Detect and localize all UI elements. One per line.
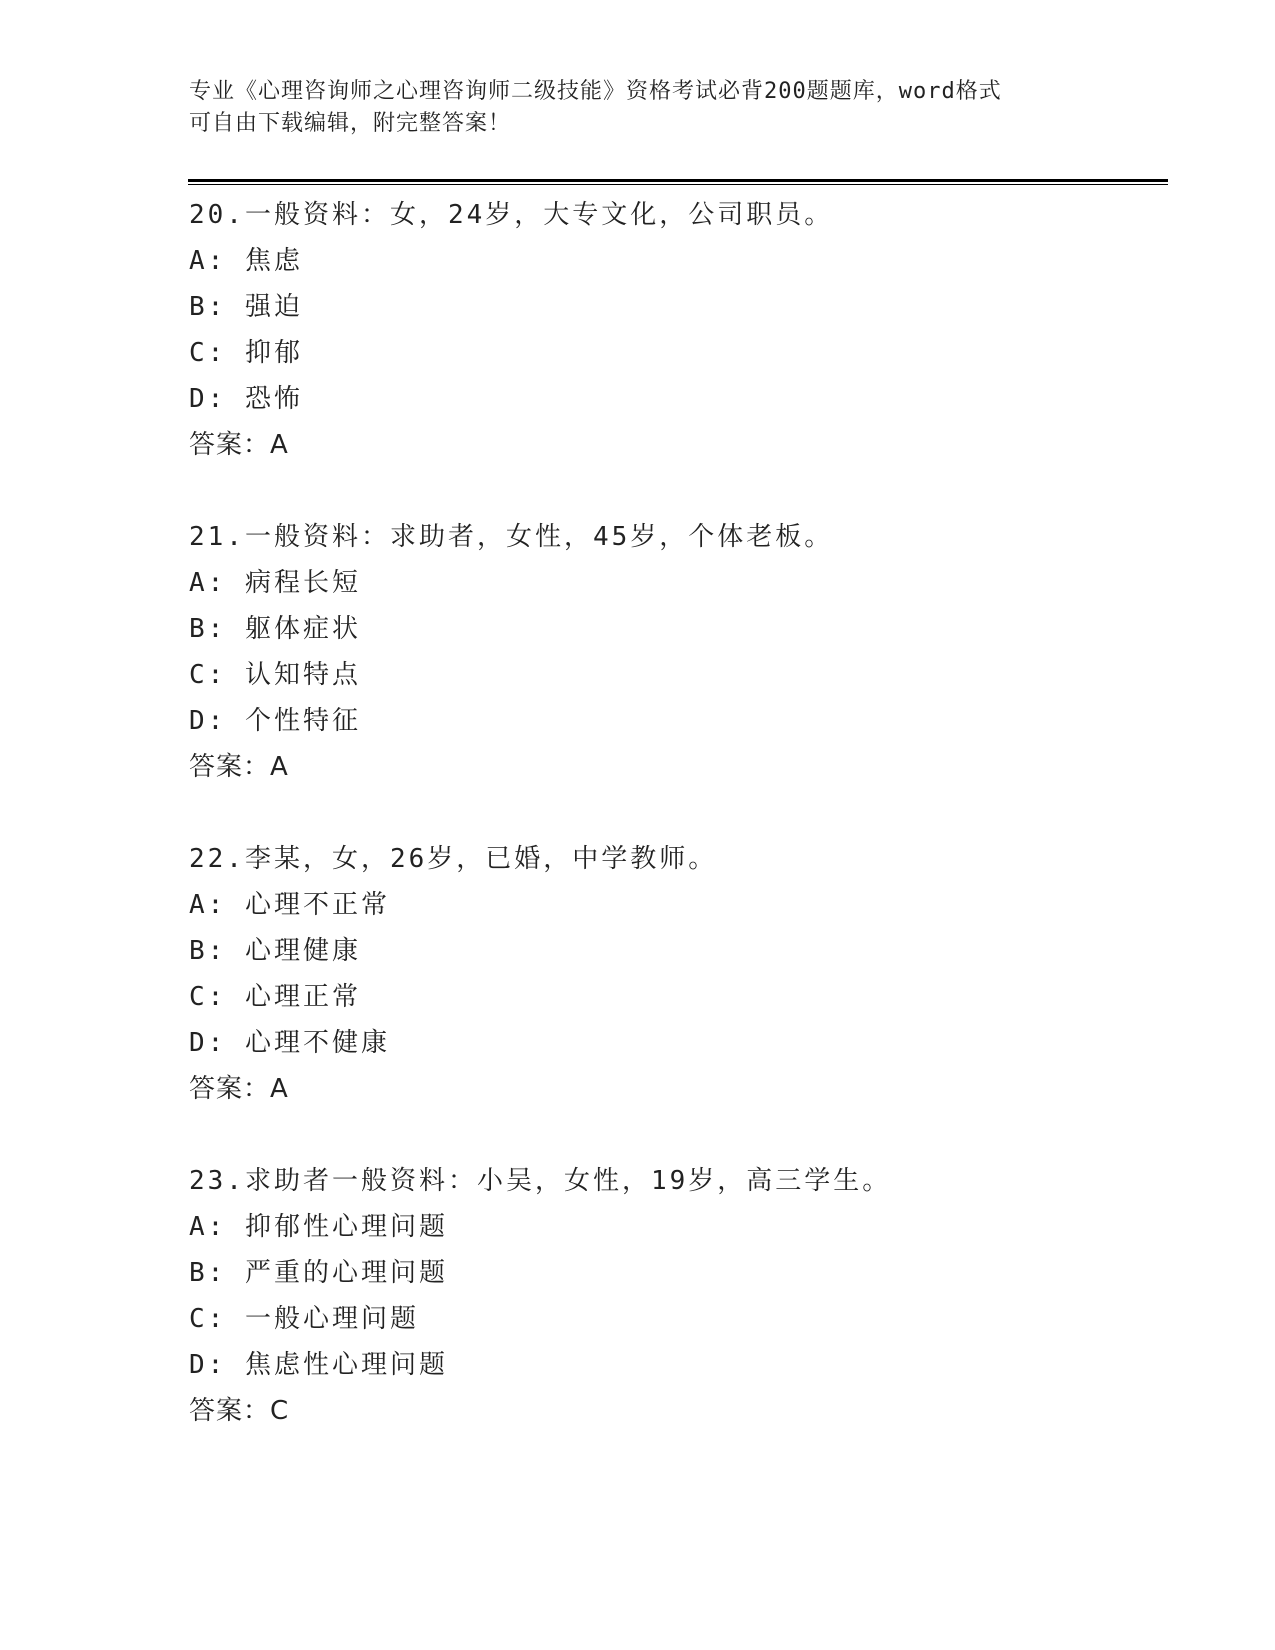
question-stem: 20.一般资料：女，24岁，大专文化，公司职员。 (189, 200, 834, 230)
option-d: D: 心理不健康 (189, 1028, 390, 1058)
answer-line: 答案：A (189, 752, 289, 782)
option-a: A: 抑郁性心理问题 (189, 1212, 448, 1242)
question-22 (189, 836, 1149, 1158)
header-divider-thin (188, 184, 1168, 185)
answer-line: 答案：C (189, 1396, 290, 1426)
question-21 (189, 514, 1149, 836)
answer-line: 答案：A (189, 430, 289, 460)
question-stem: 22.李某，女，26岁，已婚，中学教师。 (189, 844, 718, 874)
option-d: D: 焦虑性心理问题 (189, 1350, 448, 1380)
option-b: B: 强迫 (189, 292, 303, 322)
option-b: B: 严重的心理问题 (189, 1258, 448, 1288)
header-divider-thick (188, 179, 1168, 182)
question-23 (189, 1158, 1149, 1480)
document-header (189, 76, 1089, 140)
question-20 (189, 192, 1149, 514)
option-c: C: 一般心理问题 (189, 1304, 419, 1334)
header-line-1: 专业《心理咨询师之心理咨询师二级技能》资格考试必背200题题库，word格式 (189, 79, 1002, 104)
question-stem: 21.一般资料：求助者，女性，45岁，个体老板。 (189, 522, 834, 552)
option-a: A: 心理不正常 (189, 890, 390, 920)
header-line-2: 可自由下载编辑，附完整答案！ (189, 111, 512, 136)
option-a: A: 病程长短 (189, 568, 361, 598)
option-d: D: 个性特征 (189, 706, 361, 736)
question-stem: 23.求助者一般资料：小吴，女性，19岁，高三学生。 (189, 1166, 892, 1196)
question-list (189, 192, 1149, 1480)
answer-line: 答案：A (189, 1074, 289, 1104)
option-c: C: 心理正常 (189, 982, 361, 1012)
option-a: A: 焦虑 (189, 246, 303, 276)
option-d: D: 恐怖 (189, 384, 303, 414)
option-b: B: 躯体症状 (189, 614, 361, 644)
option-c: C: 认知特点 (189, 660, 361, 690)
option-c: C: 抑郁 (189, 338, 303, 368)
option-b: B: 心理健康 (189, 936, 361, 966)
